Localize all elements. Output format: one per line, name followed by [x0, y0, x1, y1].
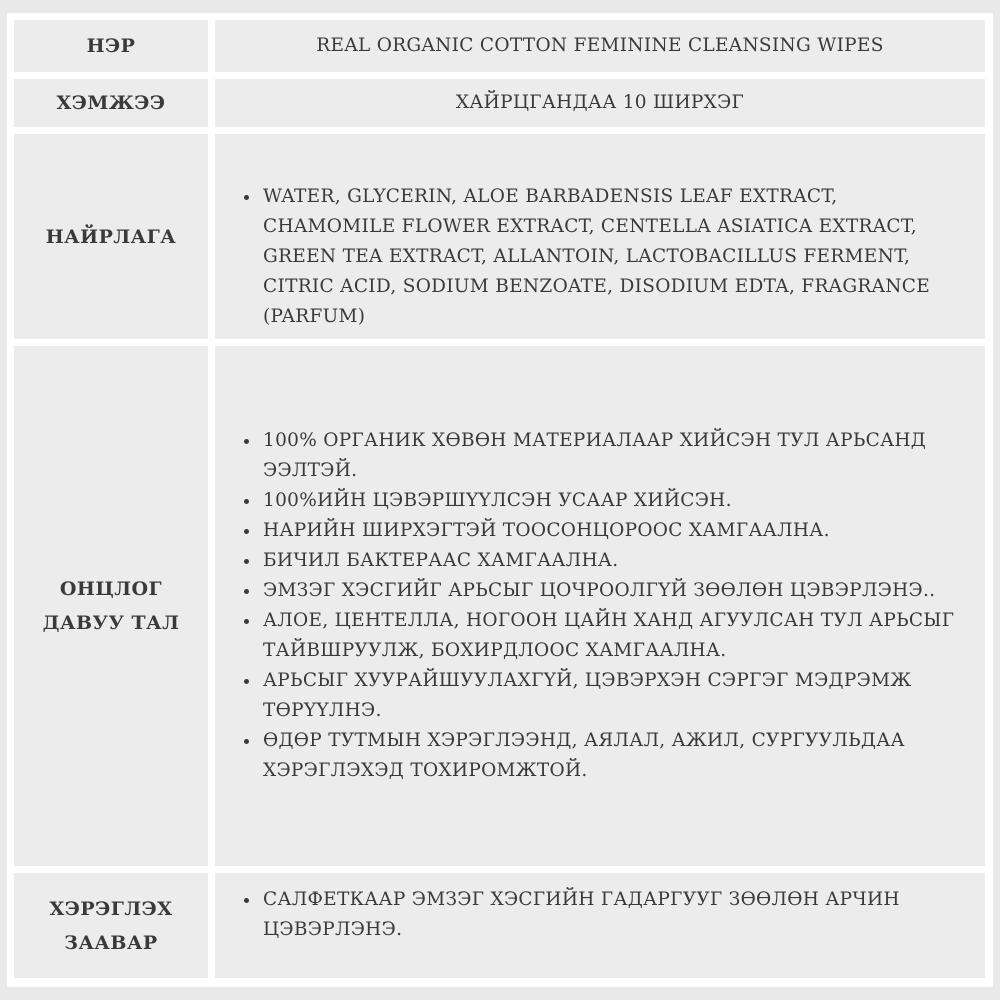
product-info-table [7, 13, 993, 987]
row-ingredients [7, 134, 993, 339]
usage-list [235, 885, 971, 945]
list-item: • ӨДӨР ТУТМЫН ХЭРЭГЛЭЭНД, АЯЛАЛ, АЖИЛ, СУРГУУЛЬДАА ХЭРЭГЛЭХЭД ТОХИРОМЖТОЙ. [261, 726, 971, 786]
ingredients-label: НАЙРЛАГА [14, 134, 208, 339]
usage-value [215, 873, 985, 978]
list-item: • НАРИЙН ШИРХЭГТЭЙ ТООСОНЦОРООС ХАМГААЛНА. [261, 516, 971, 546]
advantages-label [14, 346, 208, 866]
usage-label-text: ХЭРЭГЛЭХ ЗААВАР [49, 897, 173, 954]
list-item: • 100% ОРГАНИК ХӨВӨН МАТЕРИАЛААР ХИЙСЭН ТУЛ АРЬСАНД ЭЭЛТЭЙ. [261, 426, 971, 486]
size-value: ХАЙРЦГАНДАА 10 ШИРХЭГ [215, 79, 985, 127]
list-item: • АРЬСЫГ ХУУРАЙШУУЛАХГҮЙ, ЦЭВЭРХЭН СЭРГЭГ МЭДРЭМЖ ТӨРҮҮЛНЭ. [261, 666, 971, 726]
name-value: REAL ORGANIC COTTON FEMININE CLEANSING WIPES [215, 20, 985, 72]
list-item: • БИЧИЛ БАКТЕРААС ХАМГААЛНА. [261, 546, 971, 576]
row-name [7, 20, 993, 72]
row-usage [7, 873, 993, 978]
ingredients-list [235, 182, 971, 332]
list-item: • WATER, GLYCERIN, ALOE BARBADENSIS LEAF EXTRACT, CHAMOMILE FLOWER EXTRACT, CENTELLA ASIATICA EXTRACT, GREEN TEA EXTRACT, ALLANTOIN, LACTOBACILLUS FERMENT, CITRIC ACID, SODIUM BENZOATE, DISODIUM EDTA, FRAGRANCE (PARFUM) [261, 182, 971, 332]
row-advantages [7, 346, 993, 866]
size-label: ХЭМЖЭЭ [14, 79, 208, 127]
advantages-label-text: ОНЦЛОГ ДАВУУ ТАЛ [42, 578, 180, 634]
list-item: • АЛОЕ, ЦЕНТЕЛЛА, НОГООН ЦАЙН ХАНД АГУУЛСАН ТУЛ АРЬСЫГ ТАЙВШРУУЛЖ, БОХИРДЛООС ХАМГААЛНА. [261, 606, 971, 666]
usage-label [14, 873, 208, 978]
ingredients-value [215, 134, 985, 339]
list-item: • САЛФЕТКААР ЭМЗЭГ ХЭСГИЙН ГАДАРГУУГ ЗӨӨЛӨН АРЧИН ЦЭВЭРЛЭНЭ. [261, 885, 971, 945]
row-size [7, 79, 993, 127]
list-item: • ЭМЗЭГ ХЭСГИЙГ АРЬСЫГ ЦОЧРООЛГҮЙ ЗӨӨЛӨН ЦЭВЭРЛЭНЭ.. [261, 576, 971, 606]
list-item: • 100%ИЙН ЦЭВЭРШҮҮЛСЭН УСААР ХИЙСЭН. [261, 486, 971, 516]
advantages-value [215, 346, 985, 866]
advantages-list [235, 426, 971, 786]
name-label: НЭР [14, 20, 208, 72]
